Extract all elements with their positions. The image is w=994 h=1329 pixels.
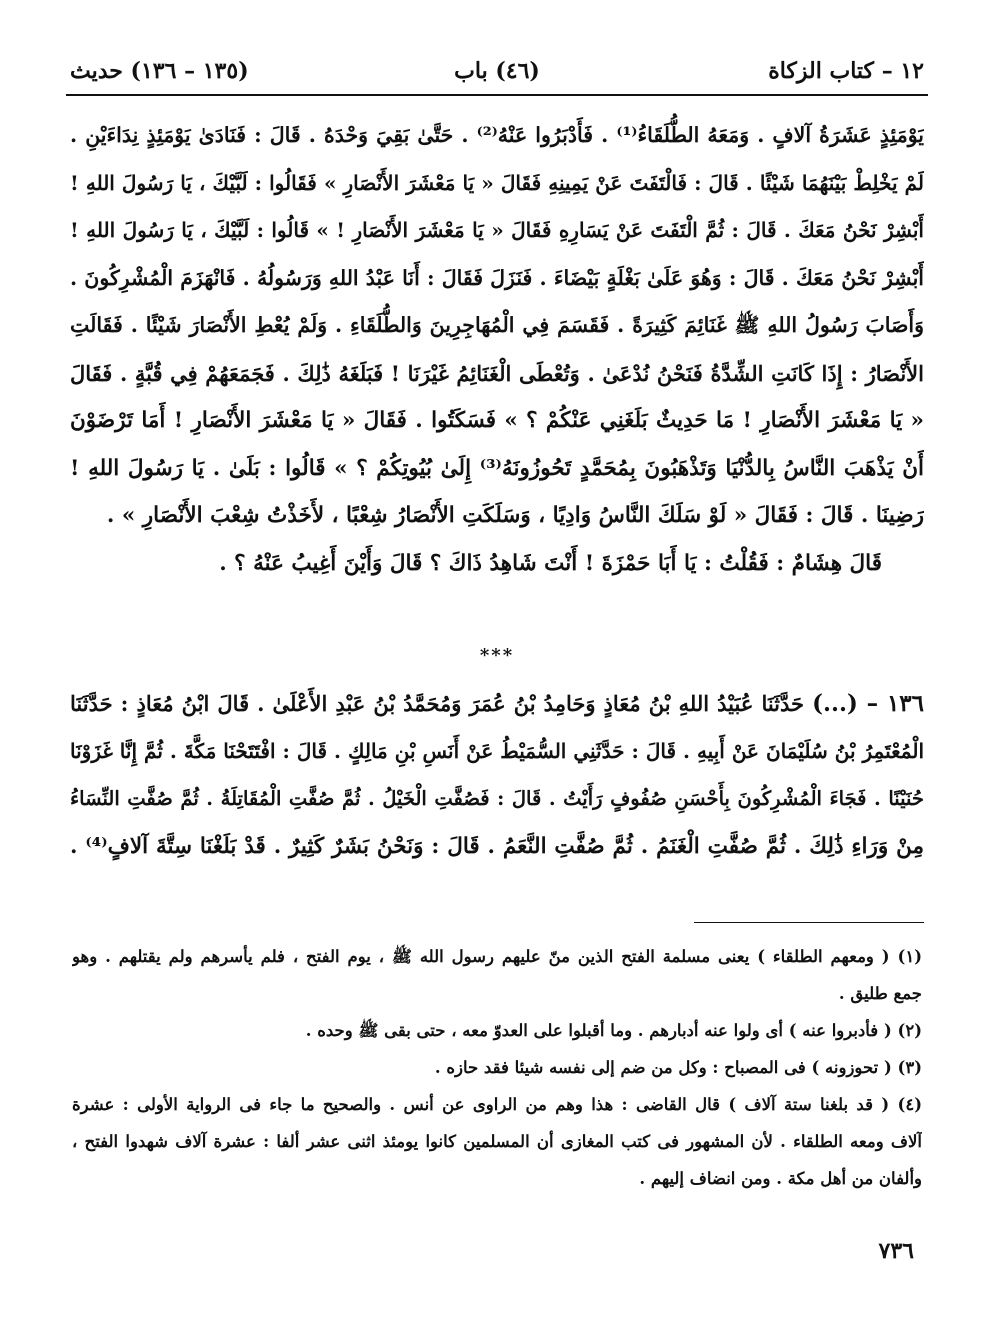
footnote-line: (٣) ( تحوزونه ) فى المصباح : وكل من ضم إلى نفسه شيئا فقد حازه .: [434, 1058, 922, 1077]
text-line: الأَنْصَارُ : إِذَا كَانَتِ الشِّدَّةُ فَنَحْنُ نُدْعَىٰ . وَتُعْطَى الْغَنَائِمُ غَيْرَنَا ! فَبَلَغَهُ ذَٰلِكَ . فَجَمَعَهُمْ فِي قُبَّةٍ . فَقَالَ: [70, 360, 924, 386]
header-divider: [66, 94, 928, 96]
section-separator: ***: [479, 645, 515, 666]
footnote-line: (١) ( ومعهم الطلقاء ) يعنى مسلمة الفتح الذين منّ عليهم رسول الله ﷺ ، يوم الفتح ، فلم يأسرهم ولم يقتلهم . وهو: [72, 947, 922, 966]
footnote-line: آلاف ومعه الطلقاء . لأن المشهور فى كتب المغازى أن المسلمين كانوا يومئذ اثنى عشر ألفا : عشرة آلاف شهدوا الفتح ،: [72, 1132, 922, 1151]
text-line: أَنْ يَذْهَبَ النَّاسُ بِالدُّنْيَا وَتَذْهَبُونَ بِمُحَمَّدٍ تَحُوزُونَهُ⁽³⁾ إِلَىٰ بُيُوتِكُمْ ؟ » قَالُوا : بَلَىٰ . يَا رَسُولَ اللهِ !: [70, 455, 924, 481]
text-line: وَأَصَابَ رَسُولُ اللهِ ﷺ غَنَائِمَ كَثِيرَةً . فَقَسَمَ فِي الْمُهَاجِرِينَ وَالطُّلَقَاءِ . وَلَمْ يُعْطِ الأَنْصَارَ شَيْئًا . فَقَالَتِ: [70, 313, 924, 337]
hisham-line: قَالَ هِشَامٌ : فَقُلْتُ : يَا أَبَا حَمْزَةَ ! أَنْتَ شَاهِدُ ذَاكَ ؟ قَالَ وَأَيْنَ أَغِيبُ عَنْهُ ؟ .: [219, 550, 882, 576]
page-number: ٧٣٦: [878, 1238, 914, 1264]
text-line: أَبْشِرْ نَحْنُ مَعَكَ . قَالَ : ثُمَّ الْتَفَتَ عَنْ يَسَارِهِ فَقَالَ « يَا مَعْشَرَ الأَنْصَارِ ! » قَالُوا : لَبَّيْكَ ، يَا رَسُولَ اللهِ !: [70, 218, 924, 242]
text-line: لَمْ يَخْلِطْ بَيْنَهُمَا شَيْئًا . قَالَ : فَالْتَفَتَ عَنْ يَمِينِهِ فَقَالَ « يَا مَعْشَرَ الأَنْصَارِ » فَقَالُوا : لَبَّيْكَ ، يَا رَسُولَ اللهِ !: [70, 170, 924, 195]
text-line: « يَا مَعْشَرَ الأَنْصَارِ ! مَا حَدِيثٌ بَلَغَنِي عَنْكُمْ ؟ » فَسَكَتُوا . فَقَالَ « يَا مَعْشَرَ الأَنْصَارِ ! أَمَا تَرْضَوْنَ: [70, 408, 924, 433]
text-line: رَضِينَا . قَالَ : فَقَالَ « لَوْ سَلَكَ النَّاسُ وَادِيًا ، وَسَلَكَتِ الأَنْصَارُ شِعْبًا ، لأَخَذْتُ شِعْبَ الأَنْصَارِ » .: [106, 503, 924, 528]
chapter-title: ١٢ – كتاب الزكاة: [768, 58, 924, 84]
section-title: (٤٦) باب: [454, 58, 540, 84]
footnote-line: (٢) ( فأدبروا عنه ) أى ولوا عنه أدبارهم . وما أقبلوا على العدوّ معه ، حتى بقى ﷺ وحده .: [305, 1021, 922, 1040]
footnote-line: (٤) ( قد بلغنا ستة آلاف ) قال القاضى : هذا وهم من الراوى عن أنس . والصحيح ما جاء فى الرواية الأولى : عشرة: [72, 1095, 922, 1114]
hadith-135-text: [70, 112, 924, 587]
hadith-number: ١٣٦ – (...): [812, 690, 924, 717]
hadith-136-text: [70, 680, 924, 870]
footnotes: [72, 938, 922, 1197]
page-header: [70, 52, 924, 92]
text-line: الْمُعْتَمِرُ بْنُ سُلَيْمَانَ عَنْ أَبِيهِ . قَالَ : حَدَّثَنِي السُّمَيْطُ عَنْ أَنَسِ بْنِ مَالِكٍ . قَالَ : افْتَتَحْنَا مَكَّةَ . ثُمَّ إِنَّا غَزَوْنَا: [70, 738, 924, 763]
text-line: مِنْ وَرَاءِ ذَٰلِكَ . ثُمَّ صُفَّتِ الْغَنَمُ . ثُمَّ صُفَّتِ النَّعَمُ . قَالَ : وَنَحْنُ بَشَرٌ كَثِيرٌ . قَدْ بَلَغْنَا سِتَّةَ آلافٍ⁽⁴⁾ .: [70, 833, 924, 859]
footnote-line: جمع طليق .: [838, 984, 922, 1003]
hadith-range: (١٣٥ – ١٣٦) حديث: [70, 58, 249, 84]
text-line: حُنَيْنًا . فَجَاءَ الْمُشْرِكُونَ بِأَحْسَنِ صُفُوفٍ رَأَيْتُ . قَالَ : فَصُفَّتِ الْخَيْلُ . ثُمَّ صُفَّتِ الْمُقَاتِلَةُ . ثُمَّ صُفَّتِ النِّسَاءُ: [70, 787, 924, 810]
text-line: يَوْمَئِذٍ عَشَرَةُ آلافٍ . وَمَعَهُ الطُّلَقَاءُ⁽¹⁾ . فَأَدْبَرُوا عَنْهُ⁽²⁾ . حَتَّىٰ بَقِيَ وَحْدَهُ . قَالَ : فَنَادَىٰ يَوْمَئِذٍ نِدَاءَيْنِ .: [70, 123, 924, 147]
hadith-line: حَدَّثَنَا عُبَيْدُ اللهِ بْنُ مُعَاذٍ وَحَامِدُ بْنُ عُمَرَ وَمُحَمَّدُ بْنُ عَبْدِ الأَعْلَىٰ . قَالَ ابْنُ مُعَاذٍ : حَدَّثَنَا: [70, 691, 805, 716]
footnote-line: وألفان من أهل مكة . ومن انضاف إليهم .: [639, 1169, 922, 1188]
text-line: أَبْشِرْ نَحْنُ مَعَكَ . قَالَ : وَهُوَ عَلَىٰ بَغْلَةٍ بَيْضَاءَ . فَنَزَلَ فَقَالَ : أَنَا عَبْدُ اللهِ وَرَسُولُهُ . فَانْهَزَمَ الْمُشْرِكُونَ .: [70, 265, 924, 290]
footnote-divider: [694, 922, 924, 923]
text-line: [70, 680, 924, 728]
